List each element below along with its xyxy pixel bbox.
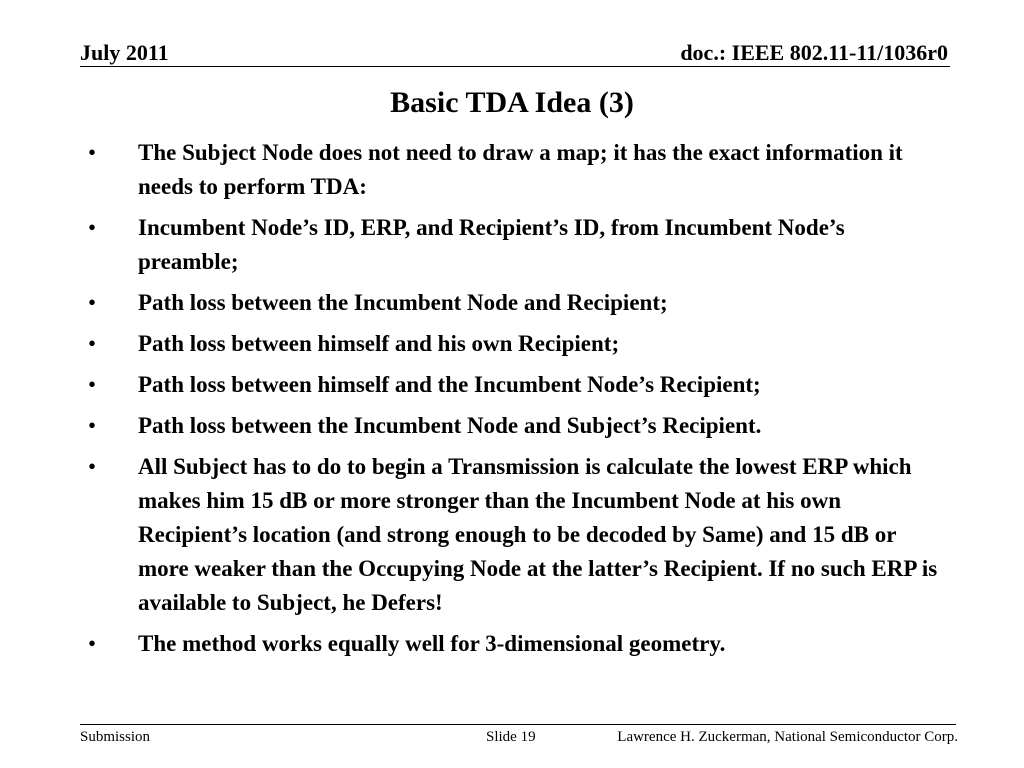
bullet-text: Path loss between himself and the Incumbent Node’s Recipient; [138, 372, 761, 397]
header-divider [80, 66, 950, 67]
bullet-text: The Subject Node does not need to draw a map; it has the exact information it needs to perform TDA: [138, 140, 903, 199]
bullet-item [88, 136, 948, 204]
bullet-icon: • [88, 454, 97, 479]
header-doc-id: doc.: IEEE 802.11-11/1036r0 [680, 40, 948, 65]
bullet-item [88, 409, 948, 443]
bullet-text: The method works equally well for 3-dimensional geometry. [138, 631, 726, 656]
footer-slide-number: Slide 19 [486, 729, 536, 745]
bullet-icon: • [88, 290, 97, 315]
bullet-text: Path loss between himself and his own Recipient; [138, 331, 620, 356]
footer-divider [80, 724, 956, 725]
bullet-item [88, 368, 948, 402]
slide-title: Basic TDA Idea (3) [390, 86, 634, 119]
bullet-list [88, 136, 948, 668]
bullet-item [88, 211, 948, 279]
bullet-item [88, 327, 948, 361]
bullet-item [88, 286, 948, 320]
bullet-text: Path loss between the Incumbent Node and Subject’s Recipient. [138, 413, 762, 438]
footer-author: Lawrence H. Zuckerman, National Semiconductor Corp. [617, 729, 958, 745]
bullet-icon: • [88, 631, 97, 656]
bullet-icon: • [88, 331, 97, 356]
bullet-icon: • [88, 413, 97, 438]
bullet-icon: • [88, 215, 97, 240]
bullet-icon: • [88, 140, 97, 165]
bullet-item [88, 450, 948, 620]
bullet-text: Path loss between the Incumbent Node and Recipient; [138, 290, 668, 315]
footer-submission: Submission [80, 729, 151, 745]
bullet-text: All Subject has to do to begin a Transmission is calculate the lowest ERP which makes him 15 dB or more stronger than the Incumbent Node at his own Recipient’s location (and strong enough to be decoded by Same) and 15 dB or more weaker than the Occupying Node at the latter’s Recipient. If no such ERP is available to Subject, he Defers! [138, 454, 938, 615]
bullet-item [88, 627, 948, 661]
header-date: July 2011 [80, 40, 169, 65]
bullet-icon: • [88, 372, 97, 397]
bullet-text: Incumbent Node’s ID, ERP, and Recipient’s ID, from Incumbent Node’s preamble; [138, 215, 845, 274]
